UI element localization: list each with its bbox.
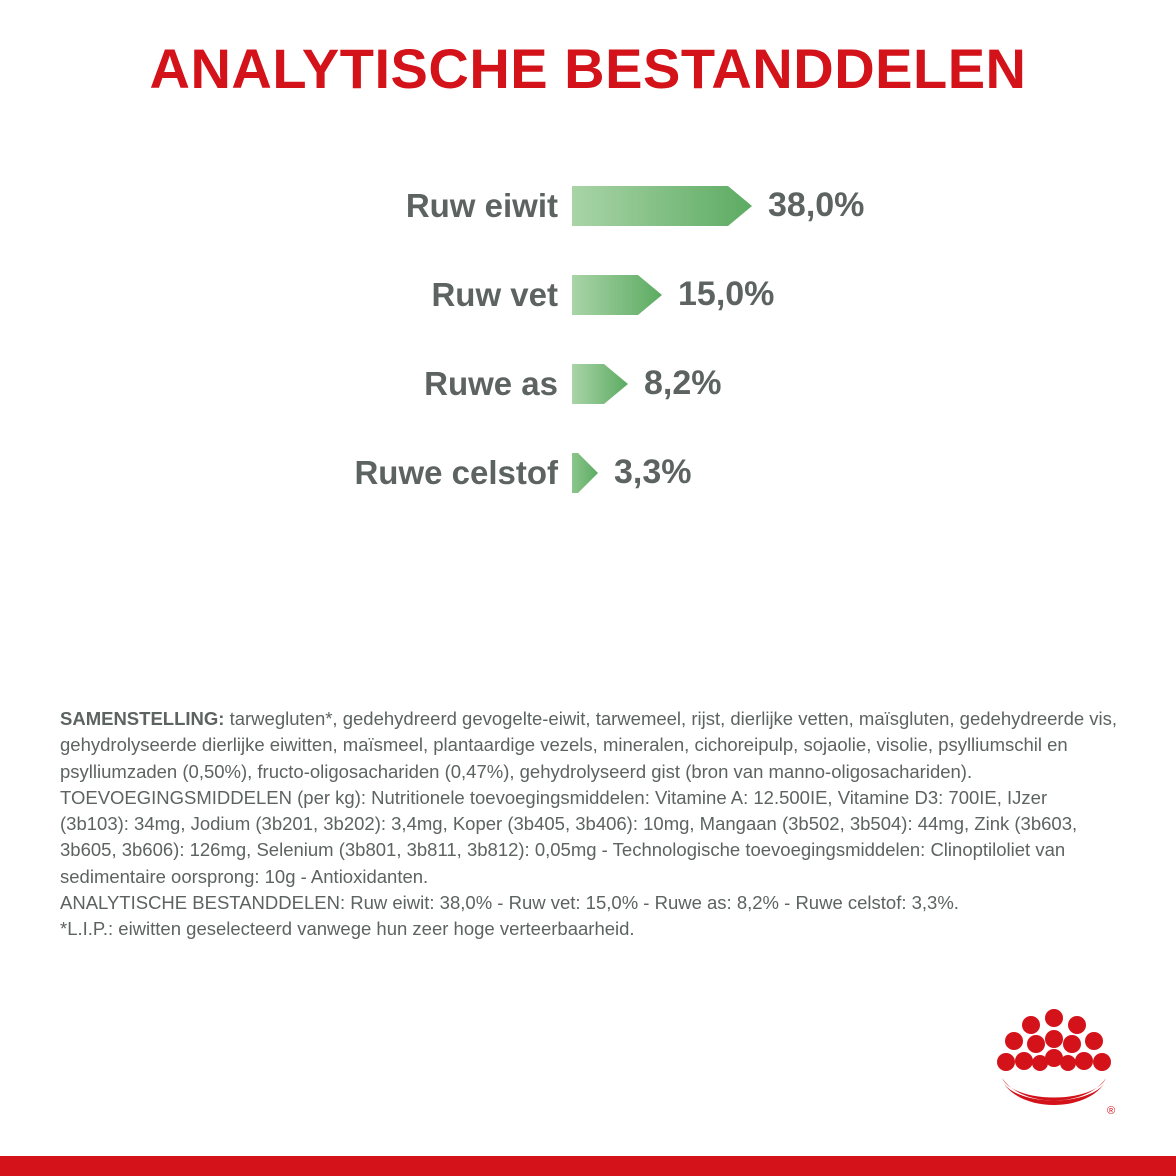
composition-analytical: ANALYTISCHE BESTANDDELEN: Ruw eiwit: 38,0% - Ruw vet: 15,0% - Ruwe as: 8,2% - Ruwe celstof: 3,3%. bbox=[60, 891, 959, 913]
bar-wrap bbox=[572, 183, 864, 229]
trademark-symbol: ® bbox=[1107, 1105, 1116, 1117]
bar-row bbox=[0, 356, 1176, 412]
composition-additives: TOEVOEGINGSMIDDELEN (per kg): Nutritionele toevoegingsmiddelen: Vitamine A: 12.500IE, Vitamine D3: 700IE, IJzer (3b103): 34mg, Jodium (3b201, 3b202): 3,4mg, Koper (3b405, 3b406): 10mg, Mangaan (3b502, 3b504): 44mg, Zink (3b603, 3b605, 3b606): 126mg, Selenium (3b801, 3b811, 3b812): 0,05mg - Technologische toevoegingsmiddelen: Clinoptiloliet van sedimentaire oorsprong: 10g - Antioxidanten. bbox=[60, 786, 1078, 887]
bottom-accent-bar bbox=[0, 1156, 1176, 1176]
bar-label: Ruwe celstof bbox=[354, 453, 558, 491]
composition-label: SAMENSTELLING: bbox=[60, 708, 225, 729]
bar-wrap bbox=[572, 361, 722, 407]
bar-wrap bbox=[572, 450, 692, 496]
bar-shape bbox=[572, 450, 598, 496]
bar-label: Ruw vet bbox=[431, 275, 558, 313]
bar-label: Ruw eiwit bbox=[405, 186, 558, 224]
composition-footnote: *L.I.P.: eiwitten geselecteerd vanwege hun zeer hoge verteerbaarheid. bbox=[60, 918, 635, 940]
bar-shape bbox=[572, 361, 628, 407]
bar-value: 8,2% bbox=[644, 364, 722, 403]
bar-value: 15,0% bbox=[678, 275, 775, 314]
composition-ingredients: tarwegluten*, gedehydreerd gevogelte-eiwit, tarwemeel, rijst, dierlijke vetten, maïsgluten, gedehydreerde vis, gehydrolyseerde dierlijke eiwitten, maïsmeel, plantaardige vezels, mineralen, cichoreipulp, sojaolie, visolie, psylliumschil en psylliumzaden (0,50%), fructo-oligosachariden (0,47%), gehydrolyseerd gist (bron van manno-oligosachariden). bbox=[60, 708, 1118, 782]
royal-canin-logo-icon bbox=[994, 1008, 1114, 1118]
composition-paragraph bbox=[60, 706, 1120, 785]
bar-value: 3,3% bbox=[614, 453, 692, 492]
bar-row bbox=[0, 267, 1176, 323]
bar-row bbox=[0, 445, 1176, 501]
analytical-constituents-chart bbox=[0, 178, 1176, 501]
page-title: ANALYTISCHE BESTANDDELEN bbox=[149, 37, 1027, 100]
composition-block bbox=[60, 706, 1120, 942]
bar-shape bbox=[572, 183, 752, 229]
bar-shape bbox=[572, 272, 662, 318]
bar-label: Ruwe as bbox=[424, 364, 558, 402]
bar-wrap bbox=[572, 272, 774, 318]
bar-row bbox=[0, 178, 1176, 234]
bar-value: 38,0% bbox=[768, 186, 865, 225]
